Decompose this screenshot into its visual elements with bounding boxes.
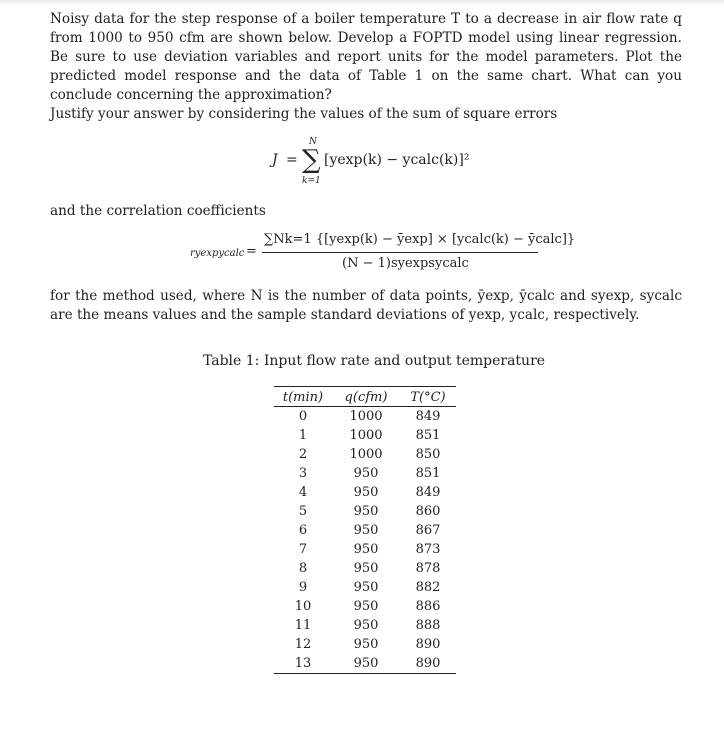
table-row	[274, 635, 456, 654]
top-shadow-bar	[0, 0, 724, 6]
equation-sum-square-errors	[272, 137, 492, 192]
equation-j-lower-limit: k=1	[302, 176, 321, 186]
data-table	[274, 386, 456, 674]
problem-paragraph-2: Justify your answer by considering the values of the sum of square errors	[50, 106, 558, 122]
table-header-row	[274, 387, 456, 407]
cell-flow: 950	[353, 561, 379, 576]
table-row	[274, 540, 456, 559]
cell-time: 7	[298, 542, 308, 557]
equation-j-sigma: ∑	[302, 145, 321, 175]
cell-temp: 886	[415, 599, 441, 614]
table-row	[274, 597, 456, 616]
cell-time: 6	[298, 523, 308, 538]
table-caption: Table 1: Input flow rate and output temperature	[203, 353, 546, 369]
table-row	[274, 445, 456, 464]
cell-time: 2	[298, 447, 308, 462]
cell-flow: 950	[353, 637, 379, 652]
cell-temp: 849	[415, 409, 441, 424]
header-flow-rate: q(cfm)	[332, 387, 400, 407]
equation-j-upper-limit: N	[309, 137, 317, 147]
cell-temp: 850	[415, 447, 441, 462]
table-row	[274, 407, 456, 427]
cell-temp: 882	[415, 580, 441, 595]
cell-time: 4	[298, 485, 308, 500]
cell-flow: 1000	[349, 428, 383, 443]
cell-time: 9	[298, 580, 308, 595]
cell-temp: 890	[415, 637, 441, 652]
problem-paragraph-1: Noisy data for the step response of a boiler temperature T to a decrease in air flow rate q from 1000 to 950 cfm are shown below. Develop a FOPTD model using linear regression. Be sure to use deviation variables and report units for the model parameters. Plot the predicted model response and the data of Table 1 on the same chart. What can you conclude concerning the approximation?	[50, 11, 682, 103]
table-row	[274, 578, 456, 597]
cell-temp: 851	[415, 466, 441, 481]
equation-r-lhs: ryexpycalc	[190, 248, 245, 259]
cell-temp: 860	[415, 504, 441, 519]
equation-r-equals: =	[246, 244, 257, 259]
problem-paragraph-3: and the correlation coefficients	[50, 203, 266, 219]
cell-time: 3	[298, 466, 308, 481]
table-row	[274, 483, 456, 502]
cell-flow: 950	[353, 466, 379, 481]
table-row	[274, 502, 456, 521]
cell-time: 0	[298, 409, 308, 424]
cell-time: 10	[294, 599, 312, 614]
equation-j-equals: =	[286, 152, 298, 168]
table-row	[274, 559, 456, 578]
cell-flow: 950	[353, 504, 379, 519]
cell-flow: 1000	[349, 447, 383, 462]
equation-correlation-coefficient	[190, 230, 576, 280]
header-temperature: T(°C)	[400, 387, 456, 407]
cell-temp: 851	[415, 428, 441, 443]
cell-time: 11	[294, 618, 312, 633]
equation-r-denominator: (N − 1)syexpsycalc	[342, 256, 469, 271]
table-row	[274, 521, 456, 540]
cell-temp: 873	[415, 542, 441, 557]
cell-time: 1	[298, 428, 308, 443]
cell-flow: 950	[353, 580, 379, 595]
cell-time: 8	[298, 561, 308, 576]
equation-j-body: [yexp(k) − ycalc(k)]²	[324, 152, 470, 168]
table-row	[274, 464, 456, 483]
cell-flow: 950	[353, 485, 379, 500]
table-row	[274, 426, 456, 445]
cell-flow: 950	[332, 654, 400, 674]
cell-flow: 950	[353, 618, 379, 633]
cell-temp: 867	[415, 523, 441, 538]
cell-flow: 1000	[349, 409, 383, 424]
cell-temp: 890	[400, 654, 456, 674]
equation-r-fraction-bar	[262, 252, 538, 253]
cell-flow: 950	[353, 523, 379, 538]
cell-temp: 849	[415, 485, 441, 500]
cell-flow: 950	[353, 599, 379, 614]
problem-paragraph-4: for the method used, where N is the number of data points, ȳexp, ȳcalc and syexp, sycalc are the means values and the sample standard deviations of yexp, ycalc, respectively.	[50, 288, 682, 323]
cell-temp: 878	[415, 561, 441, 576]
cell-time: 12	[294, 637, 312, 652]
cell-time: 5	[298, 504, 308, 519]
cell-time: 13	[274, 654, 332, 674]
table-row	[274, 616, 456, 635]
cell-temp: 888	[415, 618, 441, 633]
cell-flow: 950	[353, 542, 379, 557]
equation-r-numerator: ∑Nk=1 {[yexp(k) − ȳexp] × [ycalc(k) − ȳcalc]}	[264, 232, 576, 247]
header-time: t(min)	[274, 387, 332, 407]
equation-j-lhs: J	[272, 152, 278, 168]
table-row	[274, 654, 456, 674]
